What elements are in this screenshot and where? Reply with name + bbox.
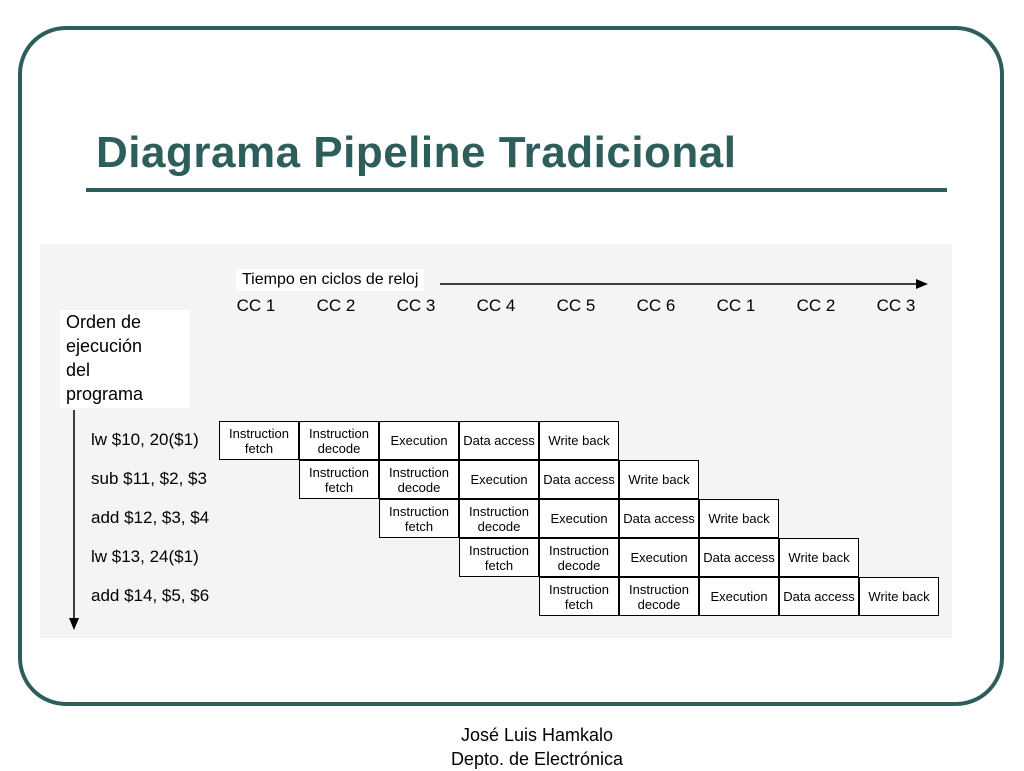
pipeline-stage-box: Execution <box>379 421 459 460</box>
cycle-header: CC 3 <box>876 296 916 315</box>
instruction-label: add $14, $5, $6 <box>91 586 210 605</box>
program-order-line-4: programa <box>66 384 144 404</box>
pipeline-stage-box: Instruction fetch <box>539 577 619 616</box>
pipeline-stage-box: Data access <box>619 499 699 538</box>
instruction-label: sub $11, $2, $3 <box>91 469 207 488</box>
pipeline-stage-box: Execution <box>699 577 779 616</box>
footer <box>400 723 674 771</box>
pipeline-stage-box: Instruction decode <box>379 460 459 499</box>
pipeline-stage-box: Data access <box>779 577 859 616</box>
footer-department: Depto. de Electrónica <box>450 749 624 769</box>
program-order-line-1: Orden de <box>66 312 142 332</box>
cycle-header: CC 2 <box>796 296 836 315</box>
pipeline-stage-box: Data access <box>459 421 539 460</box>
pipeline-stage-box: Execution <box>619 538 699 577</box>
program-order-line-2: ejecución <box>66 336 143 356</box>
pipeline-stage-box: Execution <box>539 499 619 538</box>
title-underline <box>86 188 947 192</box>
footer-author: José Luis Hamkalo <box>460 725 614 745</box>
pipeline-stage-box: Write back <box>619 460 699 499</box>
pipeline-stage-box: Instruction fetch <box>219 421 299 460</box>
cycle-header: CC 6 <box>636 296 676 315</box>
pipeline-stage-box: Instruction fetch <box>459 538 539 577</box>
pipeline-stage-box: Write back <box>699 499 779 538</box>
pipeline-stage-box: Instruction fetch <box>299 460 379 499</box>
slide-title: Diagrama Pipeline Tradicional <box>96 128 737 177</box>
time-arrow-icon <box>440 276 930 292</box>
cycle-header: CC 2 <box>316 296 356 315</box>
instruction-label: lw $10, 20($1) <box>91 430 199 449</box>
time-axis-label: Tiempo en ciclos de reloj <box>236 269 424 291</box>
cycle-header: CC 1 <box>716 296 756 315</box>
pipeline-stage-box: Write back <box>539 421 619 460</box>
cycle-header: CC 5 <box>556 296 596 315</box>
instruction-label: lw $13, 24($1) <box>91 547 199 566</box>
program-order-arrow-icon <box>66 410 82 632</box>
cycle-header: CC 3 <box>396 296 436 315</box>
pipeline-stage-box: Write back <box>779 538 859 577</box>
pipeline-stage-box: Execution <box>459 460 539 499</box>
cycle-header: CC 1 <box>236 296 276 315</box>
pipeline-stage-box: Instruction decode <box>619 577 699 616</box>
pipeline-stage-box: Data access <box>699 538 779 577</box>
pipeline-stage-box: Data access <box>539 460 619 499</box>
pipeline-stage-box: Instruction decode <box>539 538 619 577</box>
program-order-label <box>60 310 190 408</box>
pipeline-stage-box: Instruction decode <box>299 421 379 460</box>
program-order-line-3: del <box>66 360 91 380</box>
pipeline-stage-box: Write back <box>859 577 939 616</box>
cycle-header: CC 4 <box>476 296 516 315</box>
instruction-label: add $12, $3, $4 <box>91 508 210 527</box>
pipeline-stage-box: Instruction fetch <box>379 499 459 538</box>
pipeline-stage-box: Instruction decode <box>459 499 539 538</box>
